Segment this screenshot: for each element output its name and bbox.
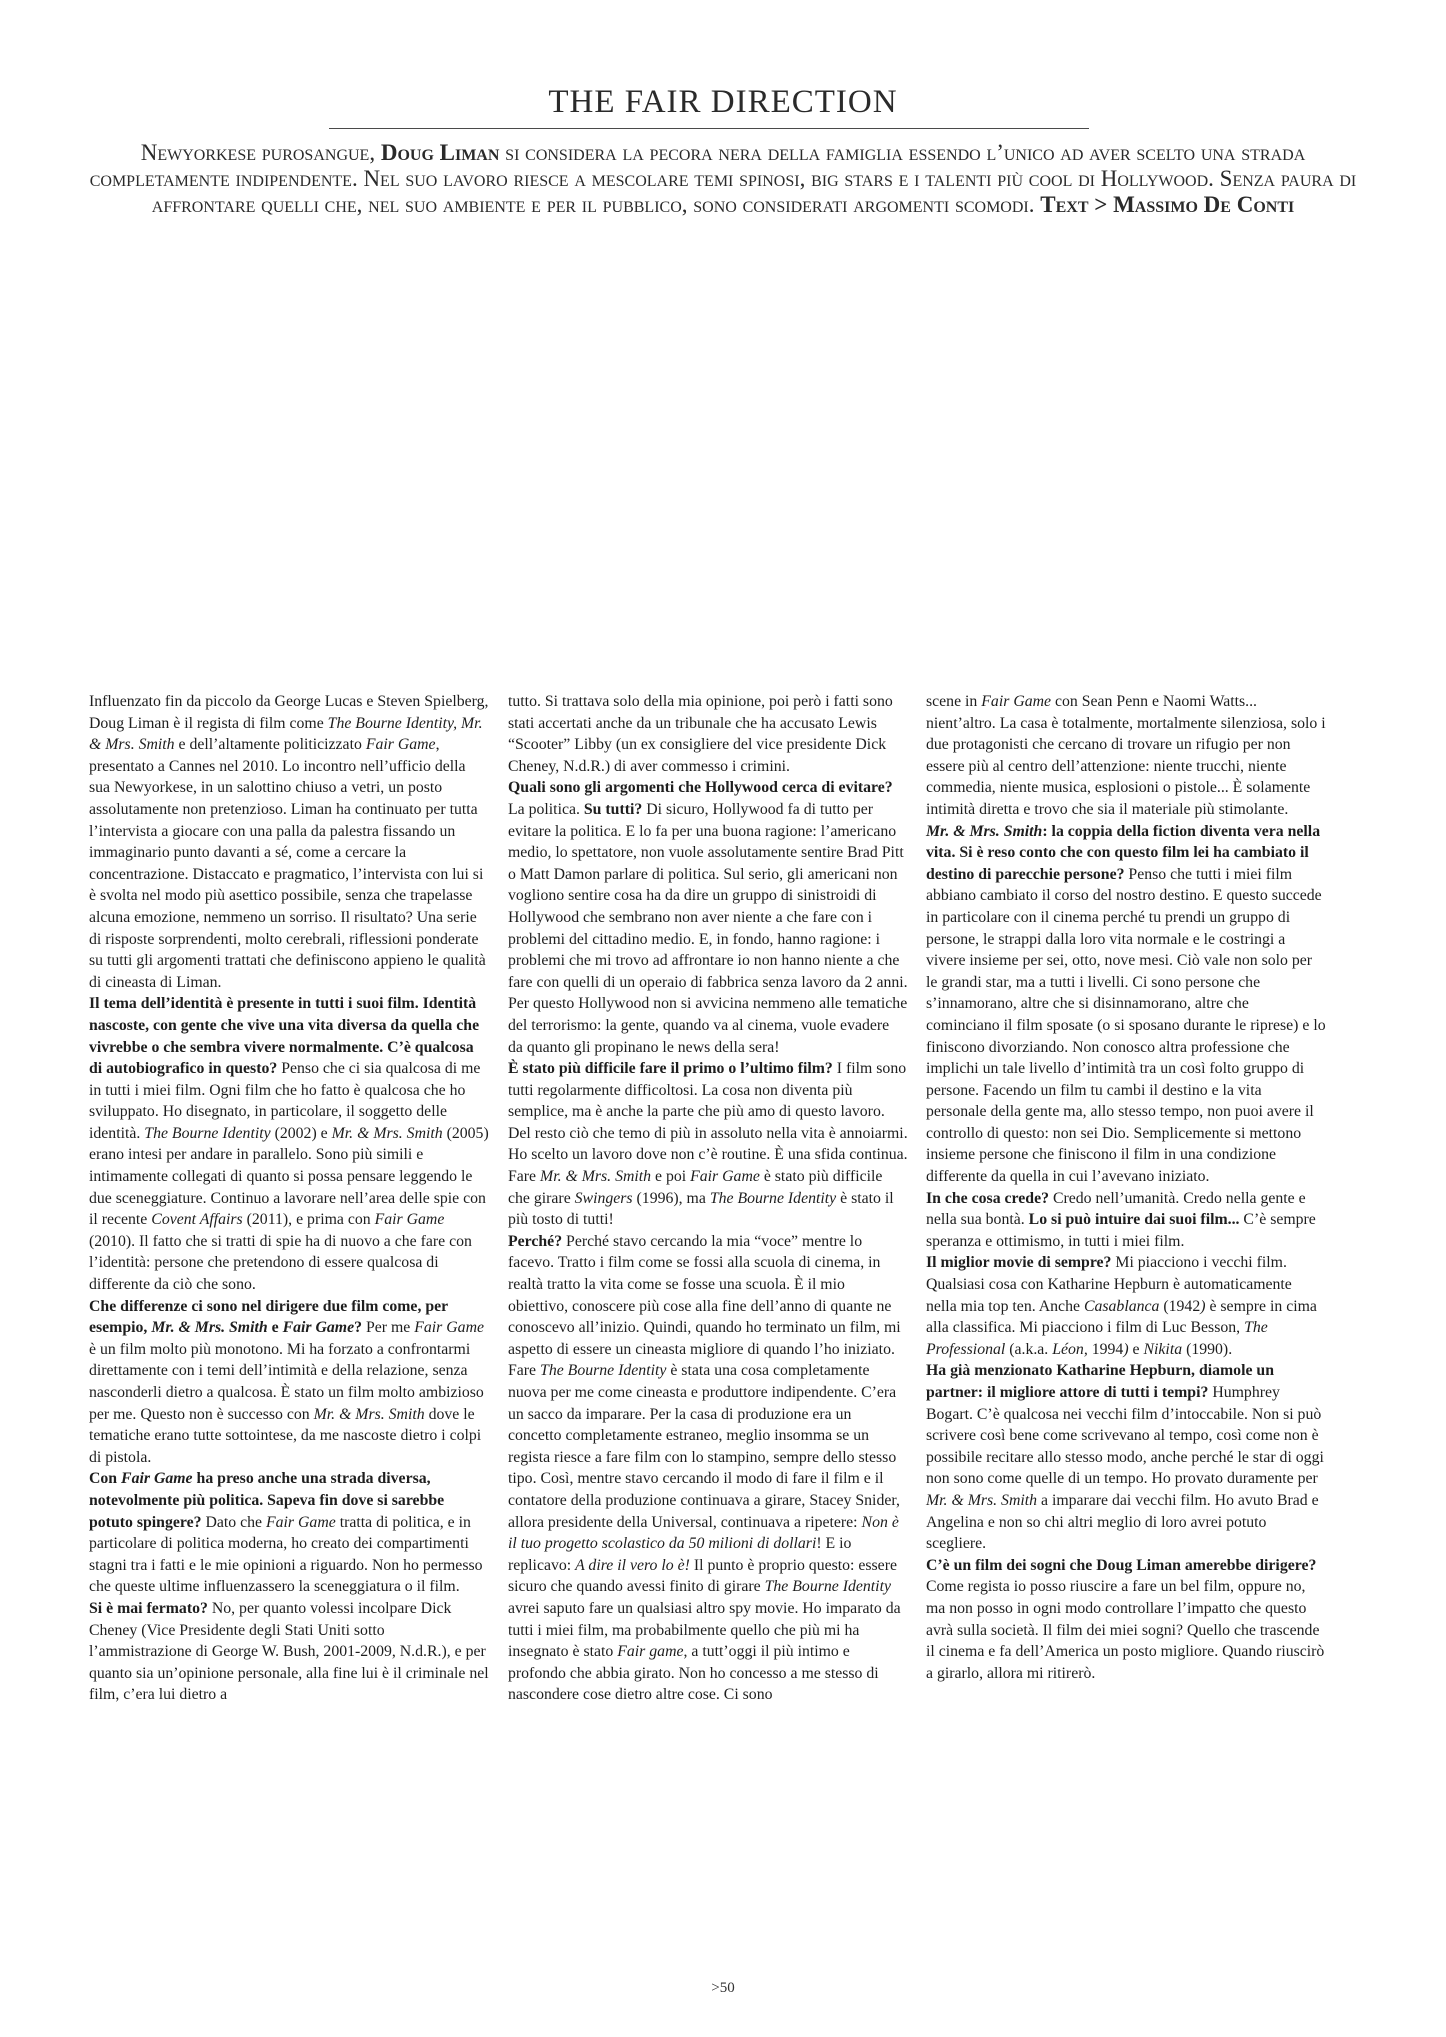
- body-text: avrei saputo fare un qualsiasi altro spy movie. Ho imparato da tutti i miei film, ma probabilmente quello che più mi ha insegnato è stato: [508, 1599, 901, 1661]
- body-text: , a tutt’oggi il più intimo e profondo che abbia girato. Non ho concesso a me stesso di nascondere cose dietro altre cose. Ci sono: [508, 1643, 879, 1704]
- body-text: Casablanca: [1083, 1297, 1160, 1315]
- interview-question: Mr. & Mrs. Smith: [926, 822, 1043, 840]
- interview-question: Il tema dell’identità è presente in tutti i suoi film. Identità nascoste, con gente che vive una vita diversa da quella che vivrebbe o che sembra vivere normalmente. C’è qualcosa di autobiografico in questo?: [89, 995, 480, 1078]
- deck-credit: Text > Massimo De Conti: [1040, 192, 1295, 217]
- body-text: Fair Game: [374, 1211, 445, 1229]
- body-text: (2005) erano intesi per andare in parallelo. Sono più simili e intimamente collegati di quanto si possa pensare leggendo le due sceneggiature. Continuo a lavorare nell’area delle spie con il recente: [89, 1124, 489, 1229]
- body-text: ): [1123, 1340, 1129, 1358]
- body-text: Il punto è proprio questo: essere sicuro che quando avessi finito di girare: [508, 1556, 897, 1596]
- interview-question: Ha già menzionato Katharine Hepburn, diamole un partner: il migliore attore di tutti i tempi?: [926, 1362, 1274, 1401]
- body-text: Credo nell’umanità. Credo nella gente e nella sua bontà.: [926, 1189, 1306, 1229]
- deck-body: si considera la pecora nera della famiglia essendo l’unico ad aver scelto una strada completamente indipendente. Nel suo lavoro riesce a mescolare temi spinosi, big stars e i talenti più cool di Hollywood. Senza paura di affrontare quelli che, nel suo ambiente e per il pubblico, sono considerati argomenti scomodi.: [89, 140, 1357, 217]
- body-text: tratta di politica, e in particolare di politica moderna, ho creato dei compartimenti stagni tra i fatti e le mie opinioni a riguardo. Non ho permesso che queste ultime influenzassero la sceneggiatura o il film.: [89, 1513, 483, 1596]
- interview-question: Si è mai fermato?: [89, 1599, 208, 1617]
- body-text: con Sean Penn e Naomi Watts... nient’altro. La casa è totalmente, mortalmente silenziosa, solo i due protagonisti che cercano di trovare un rifugio per non essere più al centro dell’attenzione: niente trucchi, niente commedia, niente musica, esplosioni o pistole... È solamente intimità diretta e trovo che sia il materiale più stimolante.: [926, 693, 1326, 818]
- article-title: THE FAIR DIRECTION: [548, 84, 898, 120]
- body-text: Perché stavo cercando la mia “voce” mentre lo facevo. Tratto i film come se fossi alla scuola di cinema, in realtà tratto la vita come se fosse una scuola. È il mio obiettivo, conoscere più cose alla fine dell’anno di quante ne conoscevo all’inizio. Quindi, quando ho terminato un film, mi aspetto di essere un cineasta migliore di quando l’ho iniziato. Fare: [508, 1232, 901, 1380]
- body-text: (1942: [1159, 1297, 1201, 1315]
- body-text: scene in: [926, 693, 982, 710]
- body-text: Fair Game: [981, 693, 1052, 710]
- body-text: A dire il vero lo è!: [575, 1556, 690, 1574]
- deck-name: Doug Liman: [380, 140, 500, 165]
- body-text: Penso che ci sia qualcosa di me in tutti i miei film. Ogni film che ho fatto è qualcosa che ho sviluppato. Ho disegnato, in particolare, il soggetto delle identità.: [89, 1060, 481, 1142]
- body-text: ): [1200, 1297, 1206, 1315]
- article-column-2: [508, 691, 908, 1706]
- body-text: ! E io replicavo:: [508, 1535, 852, 1574]
- body-text: Léon,: [1052, 1340, 1088, 1358]
- deck-intro: Newyorkese purosangue,: [140, 140, 376, 165]
- article-column-1: [89, 691, 489, 1706]
- interview-question: e: [267, 1319, 283, 1337]
- body-text: è un film molto più monotono. Mi ha forzato a confrontarmi direttamente con i temi dell’intimità e della relazione, senza nasconderli dietro a qualcosa. È stato un film molto ambizioso per me. Questo non è successo con: [89, 1340, 484, 1423]
- body-text: , presentato a Cannes nel 2010. Lo incontro nell’ufficio della sua Newyorkese, in un salottino chiuso a vetri, un posto assolutamente non pretenzioso. Liman ha continuato per tutta l’intervista a giocare con una palla da palestra fissando un immaginario punto davanti a sé, come a cercare la concentrazione. Distaccato e pragmatico, l’intervista con lui si è svolta nel modo più asettico possibile, senza che trapelasse alcuna emozione, nemmeno un sorriso. Il risultato? Una serie di risposte sorprendenti, molto cerebrali, riflessioni ponderate su tutti gli argomenti trattati che definiscono appieno le qualità di cineasta di Liman.: [89, 736, 486, 991]
- body-text: 1994: [1087, 1340, 1124, 1358]
- interview-question: Quali sono gli argomenti che Hollywood cerca di evitare?: [508, 779, 893, 797]
- body-text: Di sicuro, Hollywood fa di tutto per evitare la politica. E lo fa per una buona ragione: l’americano medio, lo spettatore, non vuole assolutamente sentire Brad Pitt o Matt Damon parlare di politica. Sul serio, gli americani non vogliono sentire cosa ha da dire un gruppo di sinistroidi di Hollywood che sembrano non aver niente a che fare con i problemi del cittadino medio. E, in fondo, hanno ragione: i problemi che mi trovo ad affrontare io non hanno niente a che fare con quelli di un operaio di fabbrica senza lavoro da 2 anni. Per questo Hollywood non si avvicina nemmeno alle tematiche del terrorismo: la gente, quando va al cinema, vuole evadere da quanto gli propinano le news della sera!: [508, 800, 908, 1056]
- body-text: The Bourne Identity: [764, 1578, 891, 1596]
- body-text: Swingers: [574, 1189, 633, 1207]
- interview-question: Mr. & Mrs. Smith: [151, 1319, 268, 1337]
- body-text: Mr. & Mrs. Smith: [331, 1124, 443, 1142]
- body-text: tutto. Si trattava solo della mia opinione, poi però i fatti sono stati accertati anche da un tribunale che ha accusato Lewis “Scooter” Libby (un ex consigliere del vice presidente Dick Cheney, N.d.R.) di aver commesso i crimini.: [508, 693, 893, 775]
- body-text: The Bourne Identity: [709, 1189, 837, 1207]
- body-text: Humphrey Bogart. C’è qualcosa nei vecchi film d’intoccabile. Non si può scrivere così bene come scrivevano al tempo, così come non è possibile recitare allo stesso modo, anche perché le star di oggi non sono come quelle di un tempo. Ho provato duramente per: [926, 1384, 1324, 1488]
- body-text: dove le tematiche erano tutte sottointese, da me nascoste dietro i colpi di pistola.: [89, 1405, 482, 1466]
- column-text: [508, 691, 908, 1706]
- interview-question: Lo si può intuire dai suoi film...: [1028, 1211, 1240, 1229]
- body-text: Come regista io posso riuscire a fare un bel film, oppure no, ma non posso in ogni modo controllare l’impatto che questo avrà sulla società. Il film dei miei sogni? Quello che trascende il cinema e fa dell’America un posto migliore. Quando riuscirò a girarlo, allora mi ritirerò.: [926, 1578, 1325, 1682]
- body-text: (2011), e prima con: [242, 1211, 375, 1229]
- interview-question: Perché?: [508, 1232, 563, 1250]
- body-text: Non è il tuo progetto scolastico da 50 milioni di dollari: [508, 1513, 899, 1553]
- body-text: Fair Game: [414, 1319, 484, 1337]
- body-text: Influenzato fin da piccolo da George Lucas e Steven Spielberg, Doug Liman è il regista di film come: [89, 693, 489, 732]
- interview-question: Fair Game: [121, 1470, 193, 1488]
- interview-question: Che differenze ci sono nel dirigere due film come, per esempio,: [89, 1297, 448, 1337]
- body-text: The Bourne Identity, Mr. & Mrs. Smith: [89, 714, 483, 754]
- body-text: Mi piacciono i vecchi film. Qualsiasi cosa con Katharine Hepburn è automaticamente nella mia top ten. Anche: [926, 1254, 1292, 1315]
- body-text: Fair Game: [690, 1168, 760, 1186]
- body-text: è stata una cosa completamente nuova per me come cineasta e produttore indipendente. C’era un sacco da imparare. Per la casa di produzione era un concetto completamente estraneo, meglio insomma se un regista riesce a fare film con lo stampino, sempre dello stesso tipo. Così, mentre stavo cercando il modo di fare il film e il contatore della produzione continuava a girare, Stacey Snider, allora presidente della Universal, continuava a ripetere:: [508, 1362, 900, 1531]
- body-text: Mr. & Mrs. Smith: [313, 1405, 425, 1423]
- body-text: The Professional: [926, 1319, 1268, 1358]
- body-text: (2002) e: [270, 1124, 332, 1142]
- body-text: No, per quanto volessi incolpare Dick Cheney (Vice Presidente degli Stati Uniti sotto l’ammistrazione di George W. Bush, 2001-2009, N.d.R.), e per quanto sia un’opinione personale, alla fine lui è il criminale nel film, c’era lui dietro a: [89, 1599, 489, 1704]
- body-text: (1996), ma: [632, 1189, 710, 1207]
- body-text: Fair game: [617, 1643, 684, 1661]
- body-text: Fair Game: [265, 1513, 336, 1531]
- interview-question: C’è un film dei sogni che Doug Liman amerebbe dirigere?: [926, 1556, 1317, 1574]
- body-text: e dell’altamente politicizzato: [174, 736, 366, 754]
- body-text: è stato il più tosto di tutti!: [508, 1189, 894, 1229]
- body-text: I film sono tutti regolarmente difficoltosi. La cosa non diventa più semplice, ma è anche la parte che più amo di questo lavoro. Del resto ciò che temo di più in assoluto nella vita è annoiarmi. Ho scelto un lavoro dove non c’è routine. È una sfida continua. Fare: [508, 1060, 908, 1186]
- title-rule: [329, 128, 1089, 129]
- body-text: The Bourne Identity: [540, 1362, 667, 1380]
- body-text: La politica.: [508, 800, 584, 818]
- body-text: The Bourne Identity: [144, 1124, 271, 1142]
- body-text: (a.k.a.: [1005, 1340, 1053, 1358]
- article-column-3: [926, 691, 1326, 1684]
- page-number: >50: [711, 1980, 735, 1996]
- interview-question: ha preso anche una strada diversa, notevolmente più politica. Sapeva fin dove si sarebbe potuto spingere?: [89, 1470, 445, 1531]
- interview-question: In che cosa crede?: [926, 1189, 1049, 1207]
- body-text: Dato che: [201, 1513, 266, 1531]
- interview-question: Fair Game: [282, 1319, 355, 1337]
- article-deck: [75, 140, 1371, 218]
- interview-question: : la coppia della fiction diventa vera nella vita. Si è reso conto che con questo film lei ha cambiato il destino di parecchie persone?: [926, 822, 1321, 883]
- body-text: (1990).: [1182, 1340, 1233, 1358]
- body-text: Mr. & Mrs. Smith: [926, 1491, 1038, 1509]
- column-text: [89, 691, 489, 1706]
- interview-question: Su tutti?: [583, 800, 643, 818]
- body-text: Mr. & Mrs. Smith: [540, 1168, 652, 1186]
- body-text: a imparare dai vecchi film. Ho avuto Brad e Angelina e non so chi altri meglio di loro avrei potuto scegliere.: [926, 1491, 1319, 1553]
- body-text: C’è sempre speranza e ottimismo, in tutti i miei film.: [926, 1211, 1316, 1250]
- body-text: e poi: [651, 1168, 691, 1186]
- body-text: Fair Game: [365, 736, 436, 754]
- body-text: (2010). Il fatto che si tratti di spie ha di nuovo a che fare con l’identità: persone che pretendono di essere qualcosa di differente da ciò che sono.: [89, 1232, 472, 1294]
- body-text: Covent Affairs: [151, 1211, 243, 1229]
- body-text: è sempre in cima alla classifica. Mi piacciono i film di Luc Besson,: [926, 1297, 1317, 1337]
- body-text: Per me: [362, 1319, 415, 1337]
- interview-question: Con: [89, 1470, 122, 1488]
- body-text: e: [1128, 1340, 1144, 1358]
- interview-question: Il miglior movie di sempre?: [926, 1254, 1112, 1272]
- interview-question: ?: [354, 1319, 363, 1337]
- body-text: Nikita: [1143, 1340, 1183, 1358]
- column-text: [926, 691, 1326, 1684]
- interview-question: È stato più difficile fare il primo o l’ultimo film?: [508, 1060, 833, 1078]
- body-text: Penso che tutti i miei film abbiano cambiato il corso del nostro destino. E questo succede in particolare con il cinema perché tu prendi un gruppo di persone, le strappi dalla loro vita normale e le costringi a vivere insieme per sei, otto, nove mesi. Ciò vale non solo per le grandi star, ma a tutti i livelli. Ci sono persone che s’innamorano, altre che si disinnamorano, altre che cominciano il film sposate (o si sposano durante le riprese) e lo finiscono divorziando. Non conosco altra professione che implichi un tale livello d’intimità tra un così folto gruppo di persone. Facendo un film tu cambi il destino e la vita personale della gente ma, allo stesso tempo, non puoi avere il controllo di questo: non sei Dio. Semplicemente si mettono insieme persone che finiscono il film in una condizione differente da quella in cui l’avevano iniziato.: [926, 865, 1326, 1186]
- body-text: è stato più difficile che girare: [508, 1168, 883, 1207]
